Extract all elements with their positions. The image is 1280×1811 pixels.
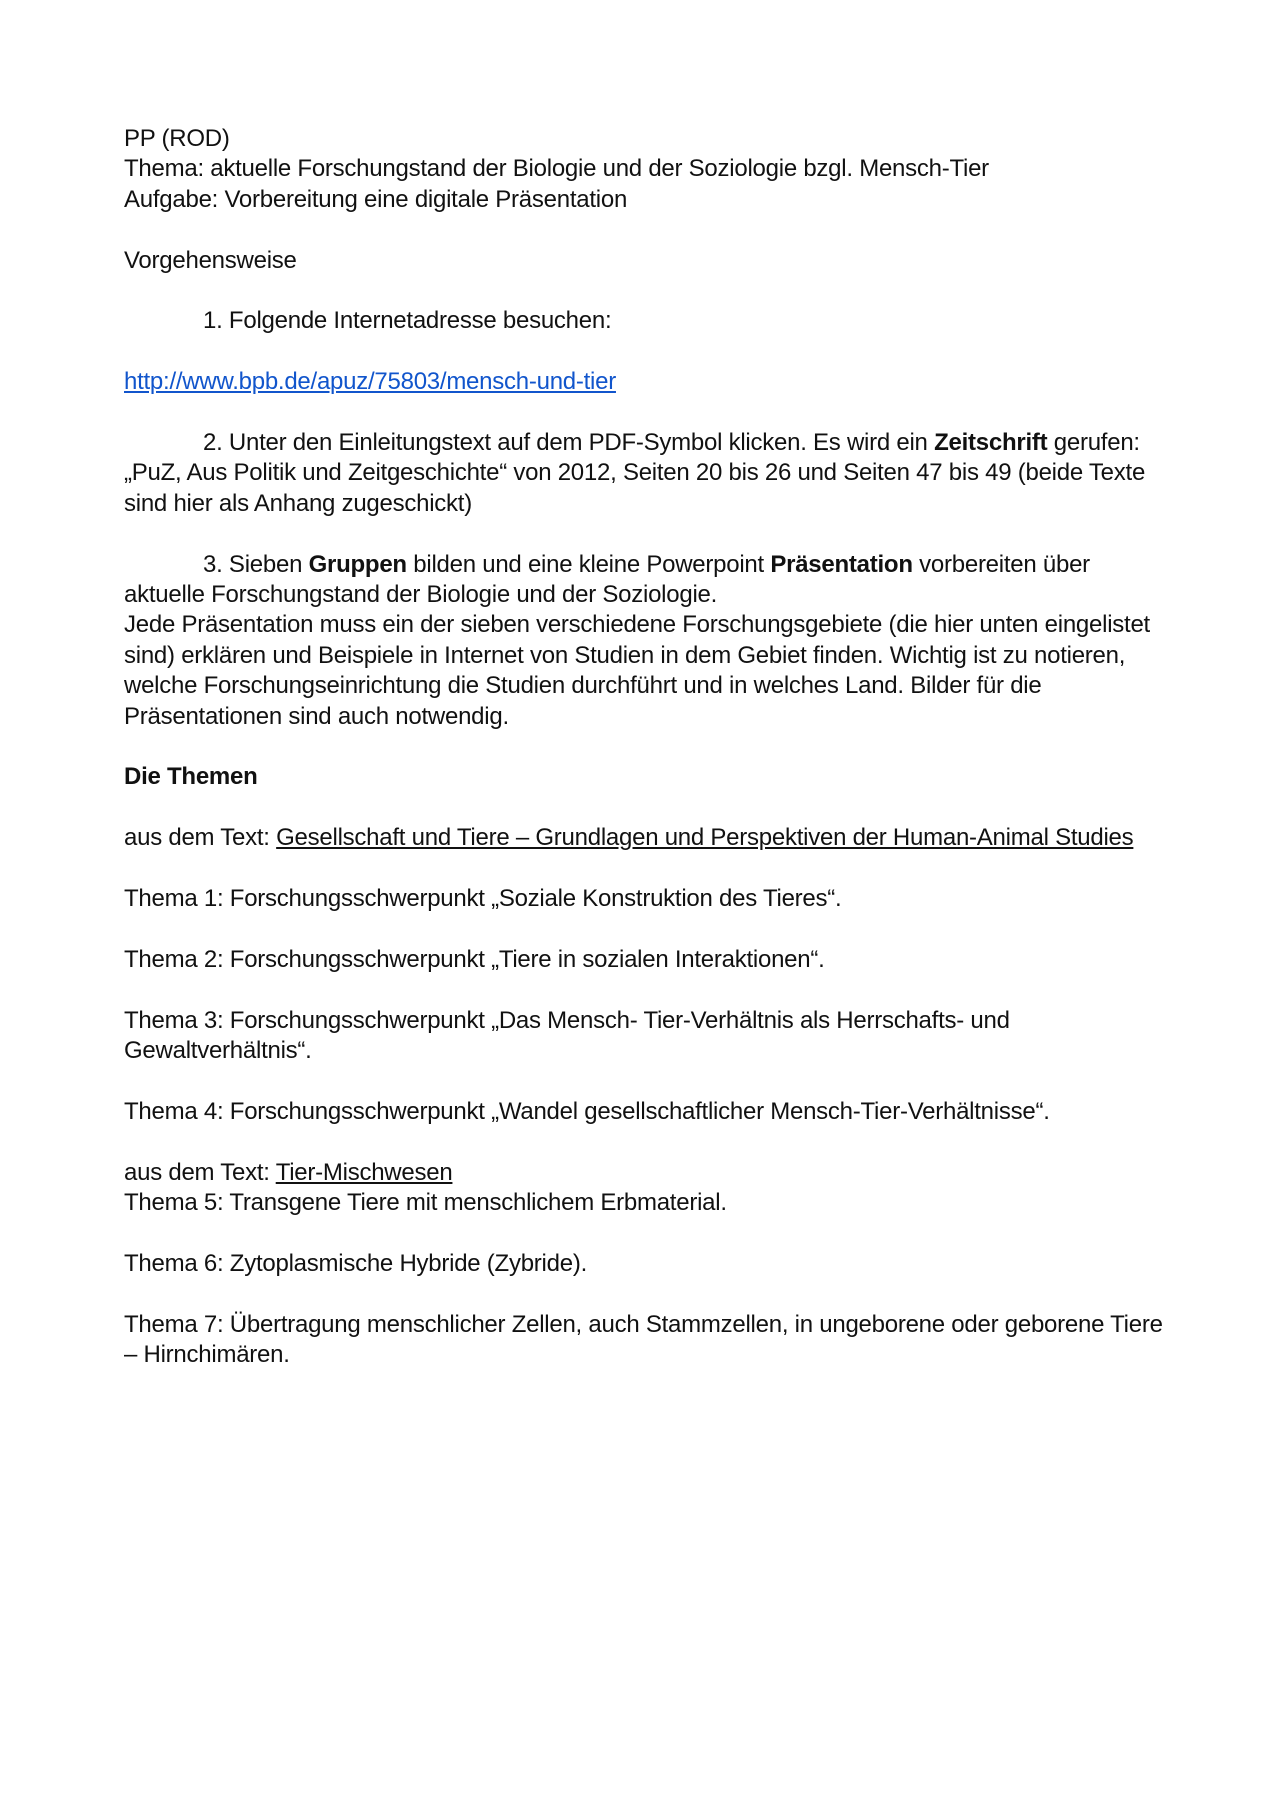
step-3-bold-groups: Gruppen — [308, 550, 407, 578]
step-2-text-a: 2. Unter den Einleitungstext auf dem PDF-Symbol klicken. Es wird ein — [203, 429, 935, 456]
spacer — [124, 398, 1164, 428]
step-3-text-b: bilden und eine kleine Powerpoint — [406, 550, 771, 578]
step-3-bold-presentation: Präsentation — [770, 550, 913, 578]
source-2 — [124, 1158, 1164, 1188]
source-1-prefix: aus dem Text: — [124, 824, 277, 852]
theme-3: Thema 3: Forschungsschwerpunkt „Das Mensch- Tier-Verhältnis als Herrschafts- und Gewaltverhältnis“. — [124, 1006, 1010, 1065]
theme-5: Thema 5: Transgene Tiere mit menschlichem Erbmaterial. — [124, 1189, 727, 1217]
topic-line: Thema: aktuelle Forschungstand der Biologie und der Soziologie bzgl. Mensch-Tier — [124, 155, 989, 183]
spacer — [124, 793, 1164, 823]
course-line: PP (ROD) — [124, 125, 230, 152]
source-2-title: Tier-Mischwesen — [275, 1158, 453, 1186]
step-2-text-b: gerufen: „PuZ, Aus Politik und Zeitgeschichte“ von 2012, Seiten 20 bis 26 und Seiten 47 bis 49 (beide Texte sind hier als Anhang zugeschickt) — [124, 429, 1146, 517]
theme-2: Thema 2: Forschungsschwerpunkt „Tiere in sozialen Interaktionen“. — [124, 945, 825, 973]
theme-7: Thema 7: Übertragung menschlicher Zellen, auch Stammzellen, in ungeborene oder geborene Tiere – Hirnchimären. — [124, 1310, 1163, 1369]
procedure-heading: Vorgehensweise — [124, 246, 297, 274]
spacer — [124, 732, 1164, 762]
spacer — [124, 519, 1164, 549]
theme-1: Thema 1: Forschungsschwerpunkt „Soziale Konstruktion des Tieres“. — [124, 885, 842, 913]
step-3-text-c: vorbereiten über aktuelle Forschungstand der Biologie und der Soziologie. — [124, 550, 1090, 609]
step-1: 1. Folgende Internetadresse besuchen: — [203, 307, 612, 335]
source-1-title: Gesellschaft und Tiere – Grundlagen und Perspektiven der Human-Animal Studies — [276, 824, 1134, 852]
step-3 — [124, 550, 1164, 611]
spacer — [124, 337, 1164, 367]
spacer — [124, 1279, 1164, 1309]
spacer — [124, 975, 1164, 1005]
step-2-bold: Zeitschrift — [934, 429, 1048, 456]
spacer — [124, 276, 1164, 306]
step-3-paragraph: Jede Präsentation muss ein der sieben verschiedene Forschungsgebiete (die hier unten eingelistet sind) erklären und Beispiele in Internet von Studien in dem Gebiet finden. Wichtig ist zu notieren, welche Forschungseinrichtung die Studien durchführt und in welches Land. Bilder für die Präsentationen sind auch notwendig. — [124, 611, 1150, 730]
spacer — [124, 914, 1164, 944]
spacer — [124, 1066, 1164, 1096]
step-2 — [124, 428, 1164, 519]
theme-4: Thema 4: Forschungsschwerpunkt „Wandel gesellschaftlicher Mensch-Tier-Verhältnisse“. — [124, 1097, 1050, 1125]
source-2-prefix: aus dem Text: — [124, 1158, 276, 1186]
spacer — [124, 1218, 1164, 1248]
url-paragraph — [124, 367, 1164, 397]
spacer — [124, 215, 1164, 245]
bpb-link[interactable]: http://www.bpb.de/apuz/75803/mensch-und-tier — [124, 368, 616, 396]
source-1 — [124, 823, 1164, 853]
spacer — [124, 854, 1164, 884]
themes-heading-text: Die Themen — [124, 763, 258, 791]
step-3-text-a: 3. Sieben — [203, 550, 309, 578]
spacer — [124, 1127, 1164, 1157]
themes-heading — [124, 762, 1164, 792]
document-page — [124, 124, 1164, 1370]
task-line: Aufgabe: Vorbereitung eine digitale Präsentation — [124, 185, 628, 213]
theme-6: Thema 6: Zytoplasmische Hybride (Zybride). — [124, 1249, 587, 1277]
